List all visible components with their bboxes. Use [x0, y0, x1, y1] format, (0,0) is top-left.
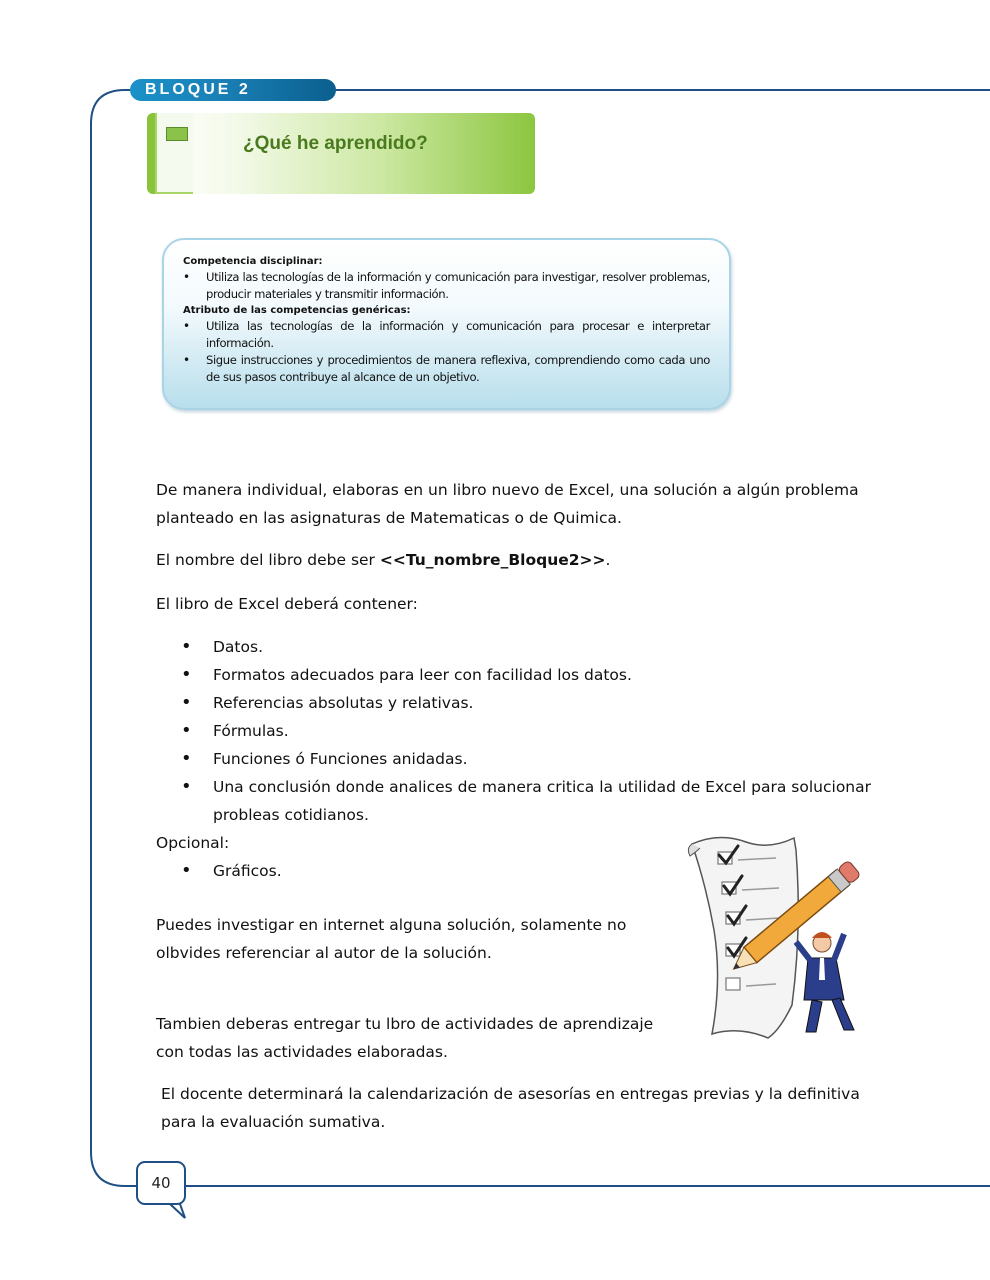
nombre-paragraph	[156, 546, 876, 574]
list-item: • Datos.	[181, 633, 881, 661]
investigar-paragraph: Puedes investigar en internet alguna solución, solamente no olbvides referenciar al autor de la solución.	[156, 916, 627, 962]
opcional-label: Opcional:	[156, 834, 230, 852]
list-item: • Gráficos.	[181, 857, 881, 885]
checklist-illustration	[684, 830, 874, 1042]
docente-paragraph: El docente determinará la calendarización de asesorías en entregas previas y la definitiva para la evaluación sumativa.	[161, 1085, 860, 1131]
list-item: • Referencias absolutas y relativas.	[181, 689, 881, 717]
requirements-list	[181, 633, 881, 829]
title-accent-panel	[155, 113, 193, 194]
disciplinar-item: • Utiliza las tecnologías de la información y comunicación para investigar, resolver problemas, producir materiales y transmitir información.	[183, 269, 710, 303]
atributo-item: • Utiliza las tecnologías de la información y comunicación para procesar e interpretar información.	[183, 318, 710, 352]
page-number: 40	[136, 1161, 186, 1205]
disciplinar-heading: Competencia disciplinar:	[183, 256, 323, 267]
title-accent-bar	[147, 113, 155, 194]
entregar-paragraph: Tambien deberas entregar tu lbro de actividades de aprendizaje con todas las actividades elaboradas.	[156, 1015, 654, 1061]
section-title: ¿Qué he aprendido?	[243, 133, 428, 154]
main-text	[156, 476, 876, 618]
list-item: • Fórmulas.	[181, 717, 881, 745]
intro-paragraph: De manera individual, elaboras en un libro nuevo de Excel, una solución a algún problema planteado en las asignaturas de Matematicas o de Quimica.	[156, 481, 859, 527]
competencias-box	[162, 238, 731, 410]
list-item: • Formatos adecuados para leer con facilidad los datos.	[181, 661, 881, 689]
title-square-icon	[166, 127, 188, 141]
atributo-heading: Atributo de las competencias genéricas:	[183, 305, 411, 316]
contener-paragraph: El libro de Excel deberá contener:	[156, 595, 418, 613]
bloque-label: BLOQUE 2	[130, 79, 336, 101]
nombre-prefix: El nombre del libro debe ser	[156, 551, 380, 569]
atributo-item: • Sigue instrucciones y procedimientos de manera reflexiva, comprendiendo como cada uno de sus pasos contribuye al alcance de un objetivo.	[183, 352, 710, 386]
nombre-suffix: .	[605, 551, 611, 569]
list-item: • Funciones ó Funciones anidadas.	[181, 745, 881, 773]
list-item: • Una conclusión donde analices de manera critica la utilidad de Excel para solucionar probleas cotidianos.	[181, 773, 881, 829]
nombre-file: <<Tu_nombre_Bloque2>>	[379, 551, 606, 569]
